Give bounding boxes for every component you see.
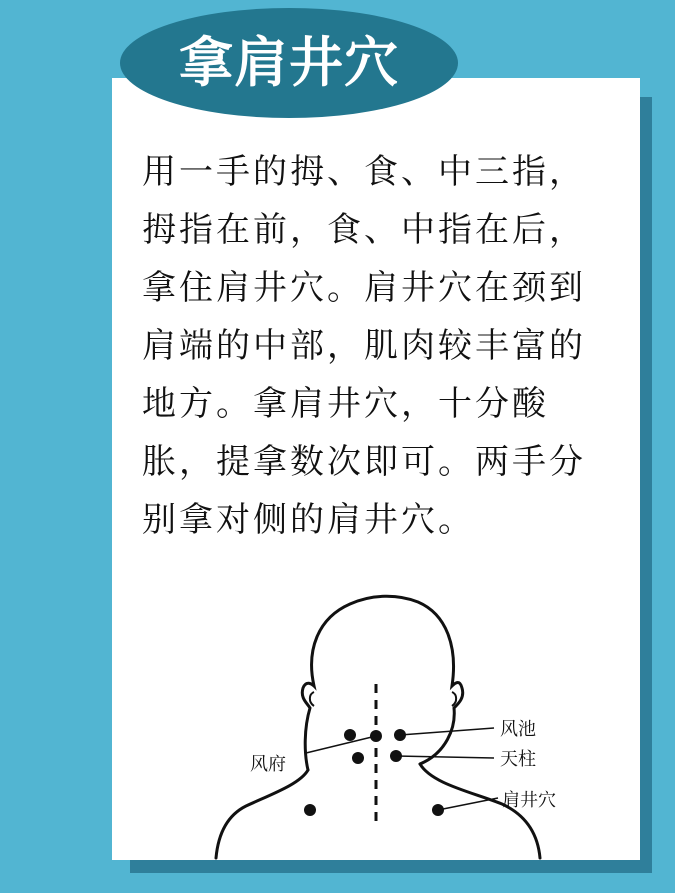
left-ear-detail: [310, 692, 314, 706]
leader-tianzhu: [396, 756, 494, 758]
label-fengfu: 风府: [250, 754, 286, 775]
leader-jianjing: [438, 798, 498, 810]
page-title: 拿肩井穴: [179, 31, 399, 94]
point-left-tianzhu: [352, 752, 364, 764]
label-tianzhu: 天柱: [500, 749, 536, 770]
leader-fengchi: [400, 728, 494, 735]
point-left-fengchi: [344, 729, 356, 741]
acupoint-illustration: [210, 588, 610, 860]
title-banner: [120, 8, 458, 118]
description-text: 用一手的拇、食、中三指， 拇指在前，食、中指在后， 拿住肩井穴。肩井穴在颈到 肩端的中部，肌肉较丰富的 地方。拿肩井穴，十分酸 胀，提拿数次即可。两手分 别拿对侧的肩井穴。: [142, 152, 586, 540]
leader-fengfu: [306, 736, 376, 753]
right-ear-detail: [452, 692, 456, 706]
head-outline: [302, 596, 462, 770]
label-jianjing: 肩井穴: [502, 790, 556, 811]
point-left-jianjing: [304, 804, 316, 816]
label-fengchi: 风池: [500, 719, 536, 740]
left-shoulder-line: [216, 770, 308, 858]
